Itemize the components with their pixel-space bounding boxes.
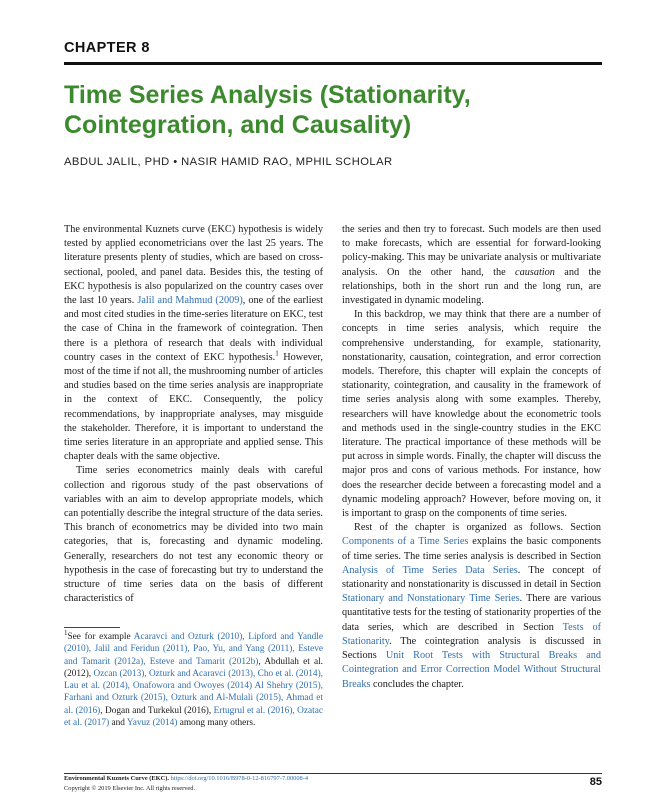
- section-link[interactable]: Stationary and Nonstationary Time Series: [342, 593, 520, 605]
- chapter-title: Time Series Analysis (Stationarity, Cointegration, and Causality): [64, 81, 471, 139]
- footer-rule: [64, 773, 602, 774]
- footnote-citation-link[interactable]: Ertugrul et al. (2016), Ozatac et al. (2017): [64, 705, 323, 729]
- chapter-label: CHAPTER 8: [64, 40, 150, 56]
- doi-link[interactable]: https://doi.org/10.1016/B978-0-12-816797-7.00008-4: [170, 775, 309, 782]
- emphasis-causation: causation: [515, 266, 555, 278]
- footer-citation: Environmental Kuznets Curve (EKC). https://doi.org/10.1016/B978-0-12-816797-7.00008-4: [64, 775, 309, 782]
- section-link[interactable]: Analysis of Time Series Data Series: [342, 564, 518, 576]
- footnote-citation-link[interactable]: Acaravci and Ozturk (2010), Lipford and Yandle (2010), Jalil and Feridun (2011), Pao, Yu, and Yang (2011), Esteve and Tamarit (2012a), Esteve and Tamarit (2012b): [64, 632, 323, 667]
- header-rule: [64, 62, 602, 65]
- footnote-rule: [64, 627, 120, 628]
- footnote-marker: 1: [64, 628, 68, 637]
- right-column: [342, 223, 601, 692]
- footnote-citation-link[interactable]: Ozcan (2013), Ozturk and Acaravci (2013), Cho et al. (2014), Lau et al. (2014), Onafowora and Owoyes (2014) Al Shehry (2015), Farhani and Ozturk (2015), Ozturk and Al-Mulali (2015), Ahmad et al. (2016): [64, 668, 323, 716]
- footnote-citation-link[interactable]: Yavuz (2014): [126, 718, 178, 729]
- organization-paragraph: Rest of the chapter is organized as follows. Section Components of a Time Series explains the basic components of time series. The time series analysis is described in Section Analysis of Time Series Data Series. The concept of stationarity and nonstationarity is discussed in detail in Section Stationary and Nonstationary Time Series. There are various quantitative tests for the testing of stationarity properties of the data series, which are described in Section Tests of Stationarity. The cointegration analysis is discussed in Sections Unit Root Tests with Structural Breaks and Cointegration and Error Correction Model Without Structural Breaks concludes the chapter.: [342, 522, 602, 690]
- page-number: 85: [589, 776, 602, 788]
- footnote-ref[interactable]: 1: [275, 349, 279, 358]
- footer-copyright: Copyright © 2019 Elsevier Inc. All rights reserved.: [64, 785, 196, 792]
- footnote: $^1$See for example Acaravci and Ozturk (2010), Lipford and Yandle (2010), Jalil and Feridun (2011), Pao, Yu, and Yang (2011), Esteve and Tamarit (2012a), Esteve and Tamarit (2012b), Abdullah et al. (2012), Ozcan (2013), Ozturk and Acaravci (2013), Cho et al. (2014), Lau et al. (2014), Onafowora and Owoyes (2014) Al Shehry (2015), Farhani and Ozturk (2015), Ozturk and Al-Mulali (2015), Ahmad et al. (2016), Dogan and Turkekul (2016), Ertugrul et al. (2016), Ozatac et al. (2017) and Yavuz (2014) among many others.: [64, 628, 323, 729]
- left-column: [64, 223, 323, 606]
- section-link[interactable]: Unit Root Tests with Structural Breaks and Cointegration and Error Correction Model Without Structural Breaks: [342, 650, 602, 690]
- authors-line: ABDUL JALIL, PHD • NASIR HAMID RAO, MPHIL SCHOLAR: [64, 156, 393, 168]
- backdrop-paragraph: In this backdrop, we may think that there are a number of concepts in time series analysis, which require the comprehensive understanding, for example, stationarity, nonstationarity, causation, cointegration, and error correction models. Therefore, this chapter will explain the concepts of stationarity, cointegration, and causality in the framework of time series analysis along with some examples. Thereby, researchers will have knowledge about the econometric tools and methods used in the single-country studies in the EKC literature. The practical importance of these methods will be put across in simple words. Finally, the chapter will discuss the major pros and cons of various methods. For instance, how does the researcher decide between a forecasting model and a dynamic modeling approach? However, before moving on, it is important to grasp on the components of time series.: [342, 309, 601, 520]
- citation-link[interactable]: Jalil and Mahmud (2009): [137, 295, 243, 307]
- forecast-paragraph: the series and then try to forecast. Such models are then used to make forecasts, which are essential for forward-looking policy-making. This may be univariate analysis or multivariate analysis. On the other hand, the causation and the relationships, both in the short run and the long run, are investigated in dynamic modeling.: [342, 224, 601, 307]
- intro-paragraph: The environmental Kuznets curve (EKC) hypothesis is widely tested by applied econometricians over the last 25 years. The literature presents plenty of studies, which are based on cross-sectional, pooled, and panel data. Besides this, the testing of EKC hypothesis is also popularized on the country cases over the last 10 years. Jalil and Mahmud (2009), one of the earliest and most cited studies in the time-series literature on EKC, test the case of China in the framework of cointegration. Then there is a plethora of research that deals with individual country cases in the context of EKC hypothesis.$^1$ However, most of the time if not all, the mushrooming number of articles and studies based on the time series analysis are inappropriate in the context of EKC. Consequently, the policy recommendations, by inappropriate analyses, may misguide the stakeholder. Therefore, it is important to understand the time series literature in an appropriate and applied sense. This chapter deals with the same objective.: [64, 224, 323, 463]
- section-link[interactable]: Tests of Stationarity: [342, 621, 601, 647]
- time-series-paragraph: Time series econometrics mainly deals with careful collection and rigorous study of the past observations of variables with an aim to develop appropriate models, which can potentially describe the integral structure of the data series. This branch of econometrics may be divided into two main categories, that is, forecasting and dynamic modeling. Generally, researchers do not test any economic theory or hypothesis in the case of forecasting but try to understand the structure of time series data on the basis of different characteristics of: [64, 465, 323, 605]
- section-link[interactable]: Components of a Time Series: [342, 536, 469, 548]
